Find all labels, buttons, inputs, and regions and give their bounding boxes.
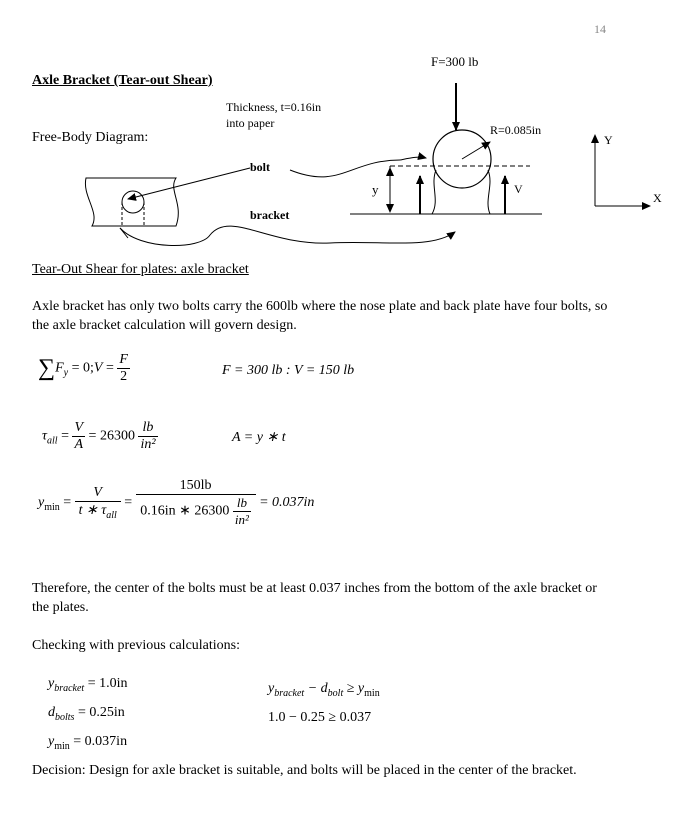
page-number: 14	[594, 22, 606, 36]
axis-y-label: Y	[604, 133, 613, 147]
bolt-hole	[122, 191, 144, 213]
decision-text: Decision: Design for axle bracket is suitable, and bolts will be placed in the center of the bracket.	[32, 763, 577, 778]
axis-x-label: X	[653, 191, 662, 205]
equation-y-min: $y_{min}$ = $\frac{V}{t ∗ \tau_{all}}$ = 150lb 0.16in ∗ 26300 $\frac{lb}{\text{in²}}$ = 0.037in	[38, 478, 315, 527]
v-label: V	[514, 182, 523, 196]
bracket-label: bracket	[250, 208, 290, 222]
check-row: $y_{min} = 0.037in$	[48, 734, 128, 752]
radius-label: R=0.085in	[490, 123, 542, 137]
thickness-label-2: into paper	[226, 116, 275, 130]
bracket-shape	[85, 178, 178, 226]
paragraph-conclusion: Therefore, the center of the bolts must be at least 0.037 inches from the bottom of the axle bracket or the plates.	[32, 581, 597, 615]
section-title: Axle Bracket (Tear-out Shear)	[32, 73, 213, 88]
checking-heading: Checking with previous calculations:	[32, 638, 241, 653]
check-inequality: $y_{bracket} - d_{bolt} \ge y_{min}$ 1.0 − 0.25 ≥ 0.037	[268, 681, 380, 725]
check-values	[48, 672, 128, 759]
equation-area: A = y ∗ t	[232, 430, 286, 445]
y-dim-label: y	[372, 182, 379, 197]
equation-force-values: F = 300 lb : V = 150 lb	[222, 363, 355, 378]
thickness-label: Thickness, t=0.16in	[226, 100, 322, 114]
check-row: $y_{bracket} = 1.0in$	[48, 676, 128, 694]
check-row: $d_{bolts} = 0.25in$	[48, 705, 125, 723]
free-body-diagram	[0, 0, 690, 260]
force-label: F=300 lb	[431, 54, 479, 69]
paragraph-intro: Axle bracket has only two bolts carry the 600lb where the nose plate and back plate have four bolts, so the axle bracket calculation will govern design.	[32, 299, 608, 333]
subtitle: Tear-Out Shear for plates: axle bracket	[32, 262, 249, 277]
bolt-label: bolt	[250, 160, 271, 174]
equation-tau-allowable: $\tau_{all}$ = $\frac{V}{A}$ = 26300 $\frac{lb}{\text{in²}}$	[42, 420, 156, 452]
equation-sum-forces: $\sum F_y$ = 0;V = $\frac{F}{2}$	[38, 352, 128, 384]
fbd-label: Free-Body Diagram:	[32, 130, 149, 145]
